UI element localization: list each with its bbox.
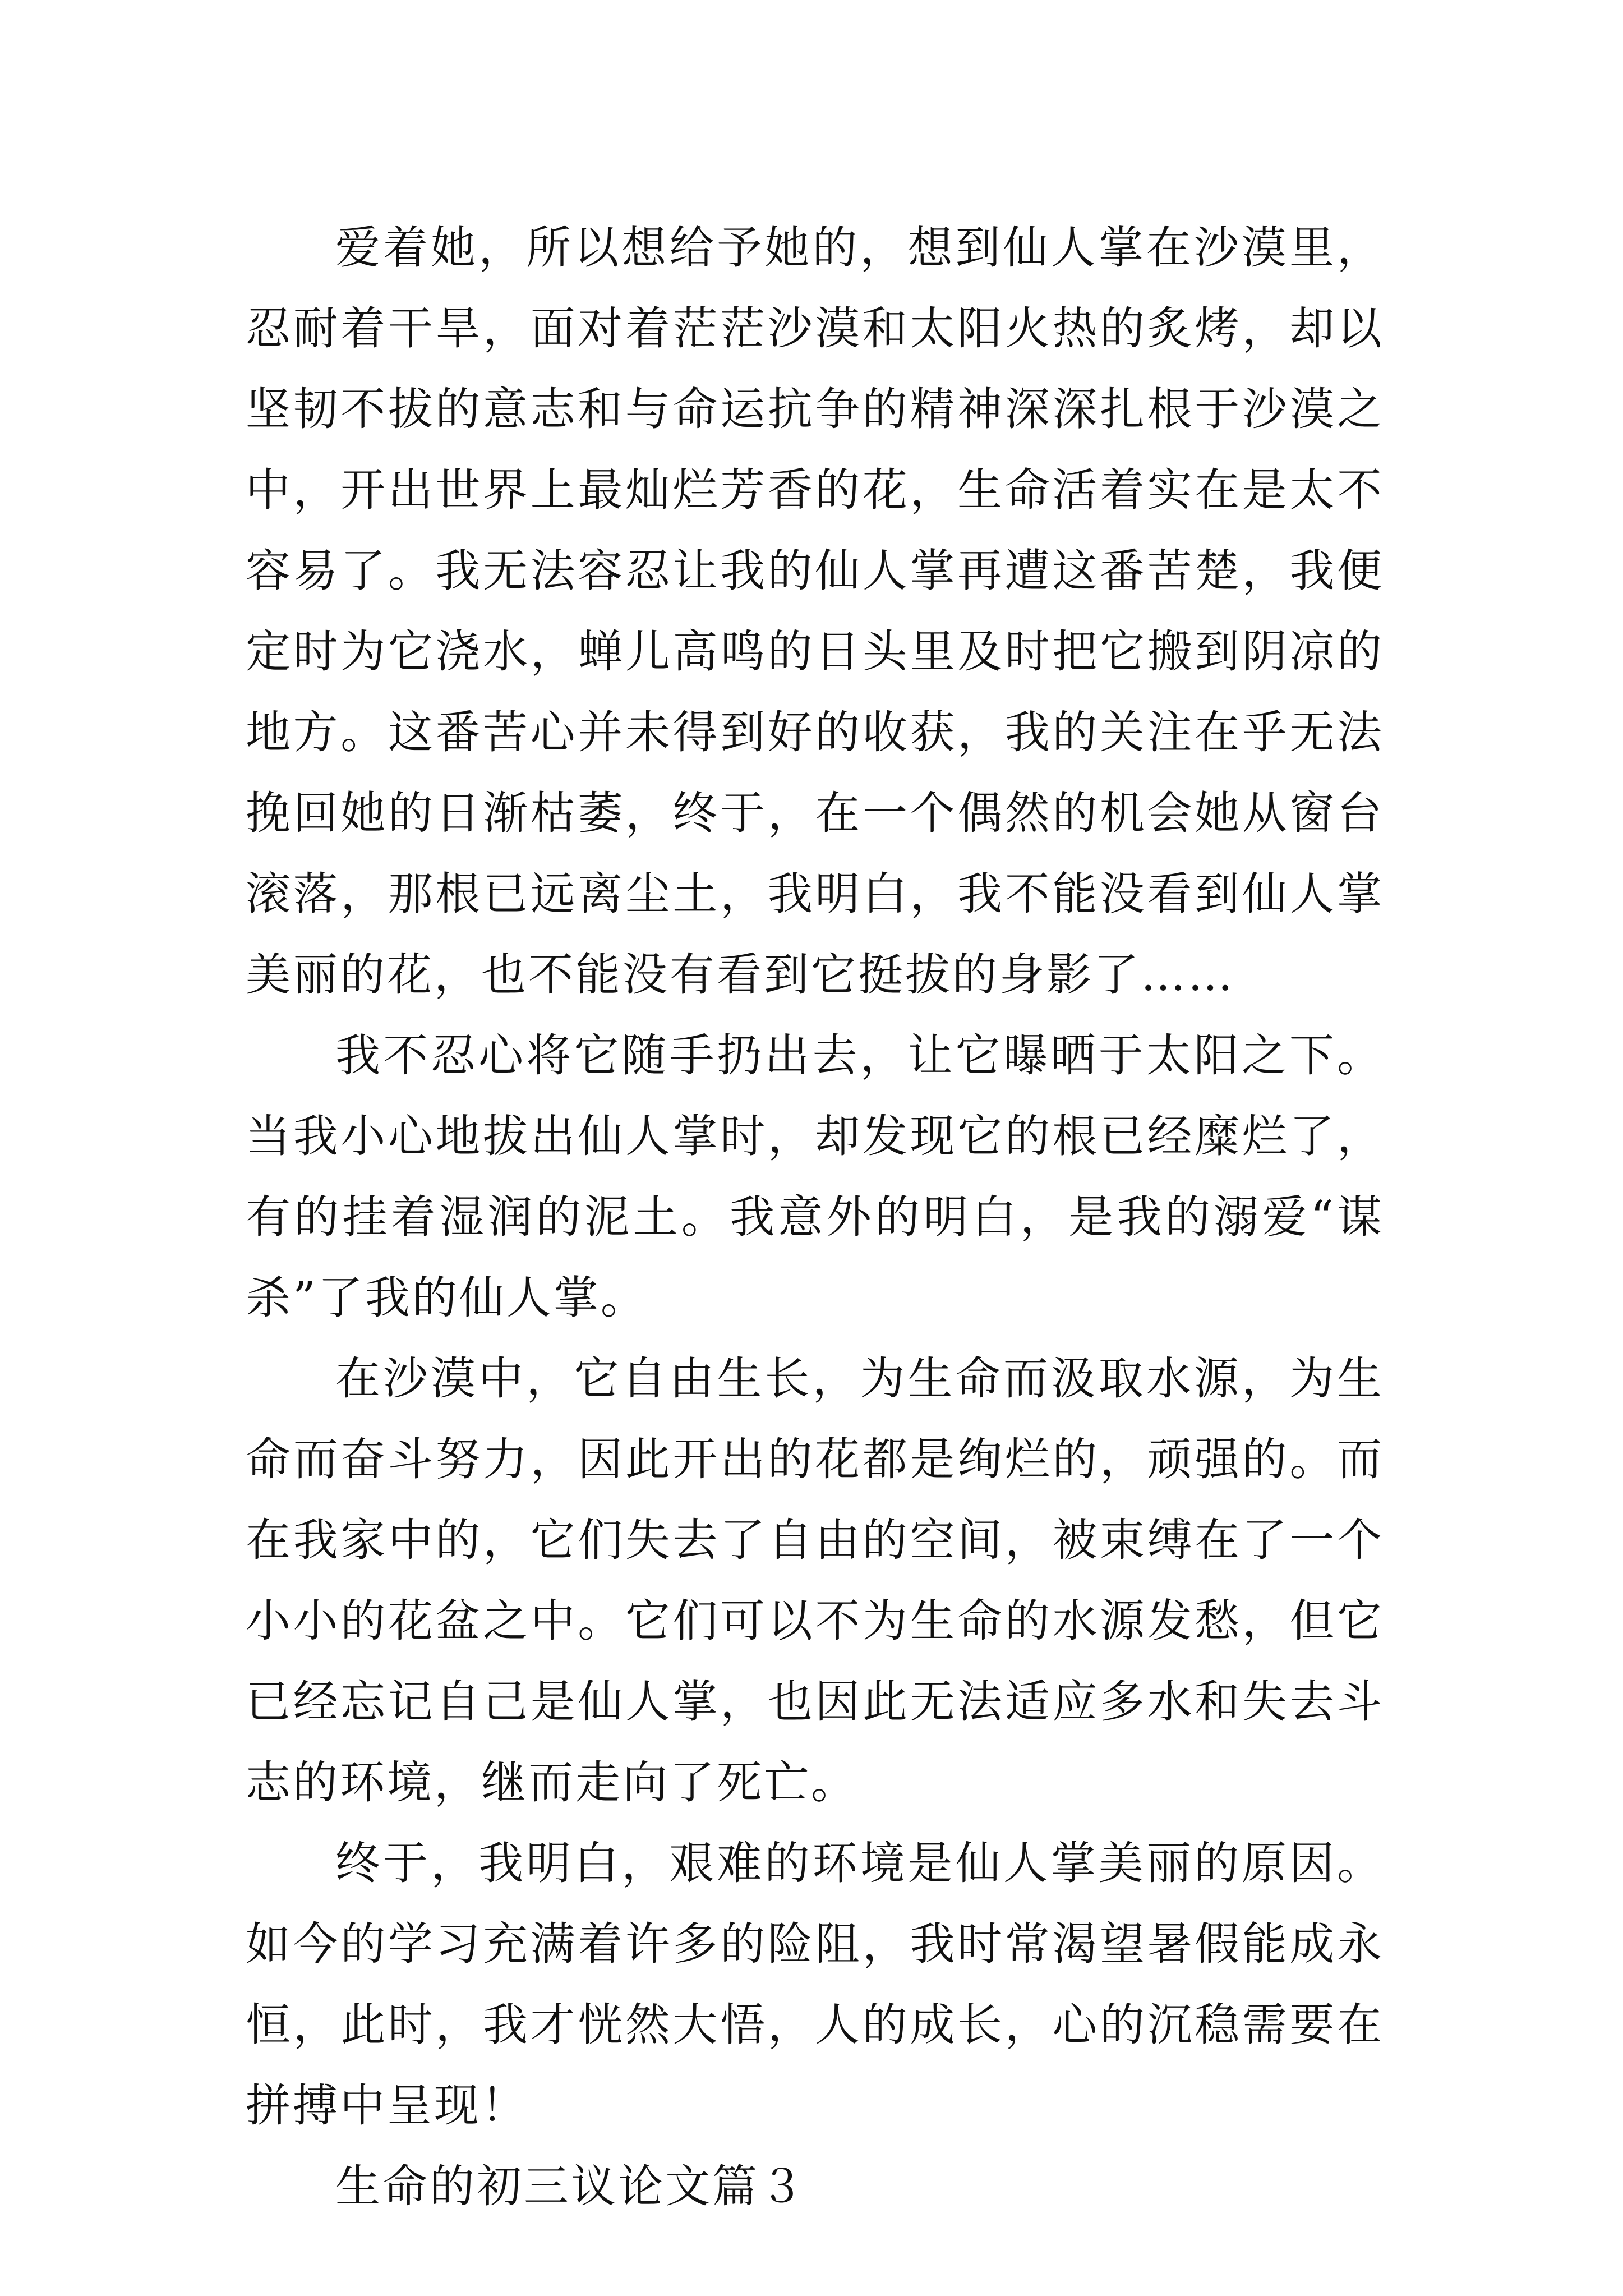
paragraph-1: 爱着她，所以想给予她的，想到仙人掌在沙漠里，忍耐着干旱，面对着茫茫沙漠和太阳火热的炙烤，却以坚韧不拔的意志和与命运抗争的精神深深扎根于沙漠之中，开出世界上最灿烂芳香的花，生命活着实在是太不容易了。我无法容忍让我的仙人掌再遭这番苦楚，我便定时为它浇水，蝉儿高鸣的日头里及时把它搬到阴凉的地方。这番苦心并未得到好的收获，我的关注在乎无法挽回她的日渐枯萎，终于，在一个偶然的机会她从窗台滚落，那根已远离尘土，我明白，我不能没看到仙人掌美丽的花，也不能没有看到它挺拔的身影了……	[246, 222, 1384, 1001]
paragraph-4: 终于，我明白，艰难的环境是仙人掌美丽的原因。如今的学习充满着许多的险阻，我时常渴望暑假能成永恒，此时，我才恍然大悟，人的成长，心的沉稳需要在拼搏中呈现！	[246, 1837, 1384, 2132]
paragraph-2: 我不忍心将它随手扔出去，让它曝晒于太阳之下。当我小心地拔出仙人掌时，却发现它的根已经糜烂了，有的挂着湿润的泥土。我意外的明白，是我的溺爱“谋杀”了我的仙人掌。	[246, 1029, 1384, 1324]
document-body	[246, 208, 1384, 2227]
section-heading: 生命的初三议论文篇３	[335, 2160, 806, 2212]
paragraph-3: 在沙漠中，它自由生长，为生命而汲取水源，为生命而奋斗努力，因此开出的花都是绚烂的，顽强的。而在我家中的，它们失去了自由的空间，被束缚在了一个小小的花盆之中。它们可以不为生命的水源发愁，但它已经忘记自己是仙人掌，也因此无法适应多水和失去斗志的环境，继而走向了死亡。	[246, 1352, 1384, 1809]
